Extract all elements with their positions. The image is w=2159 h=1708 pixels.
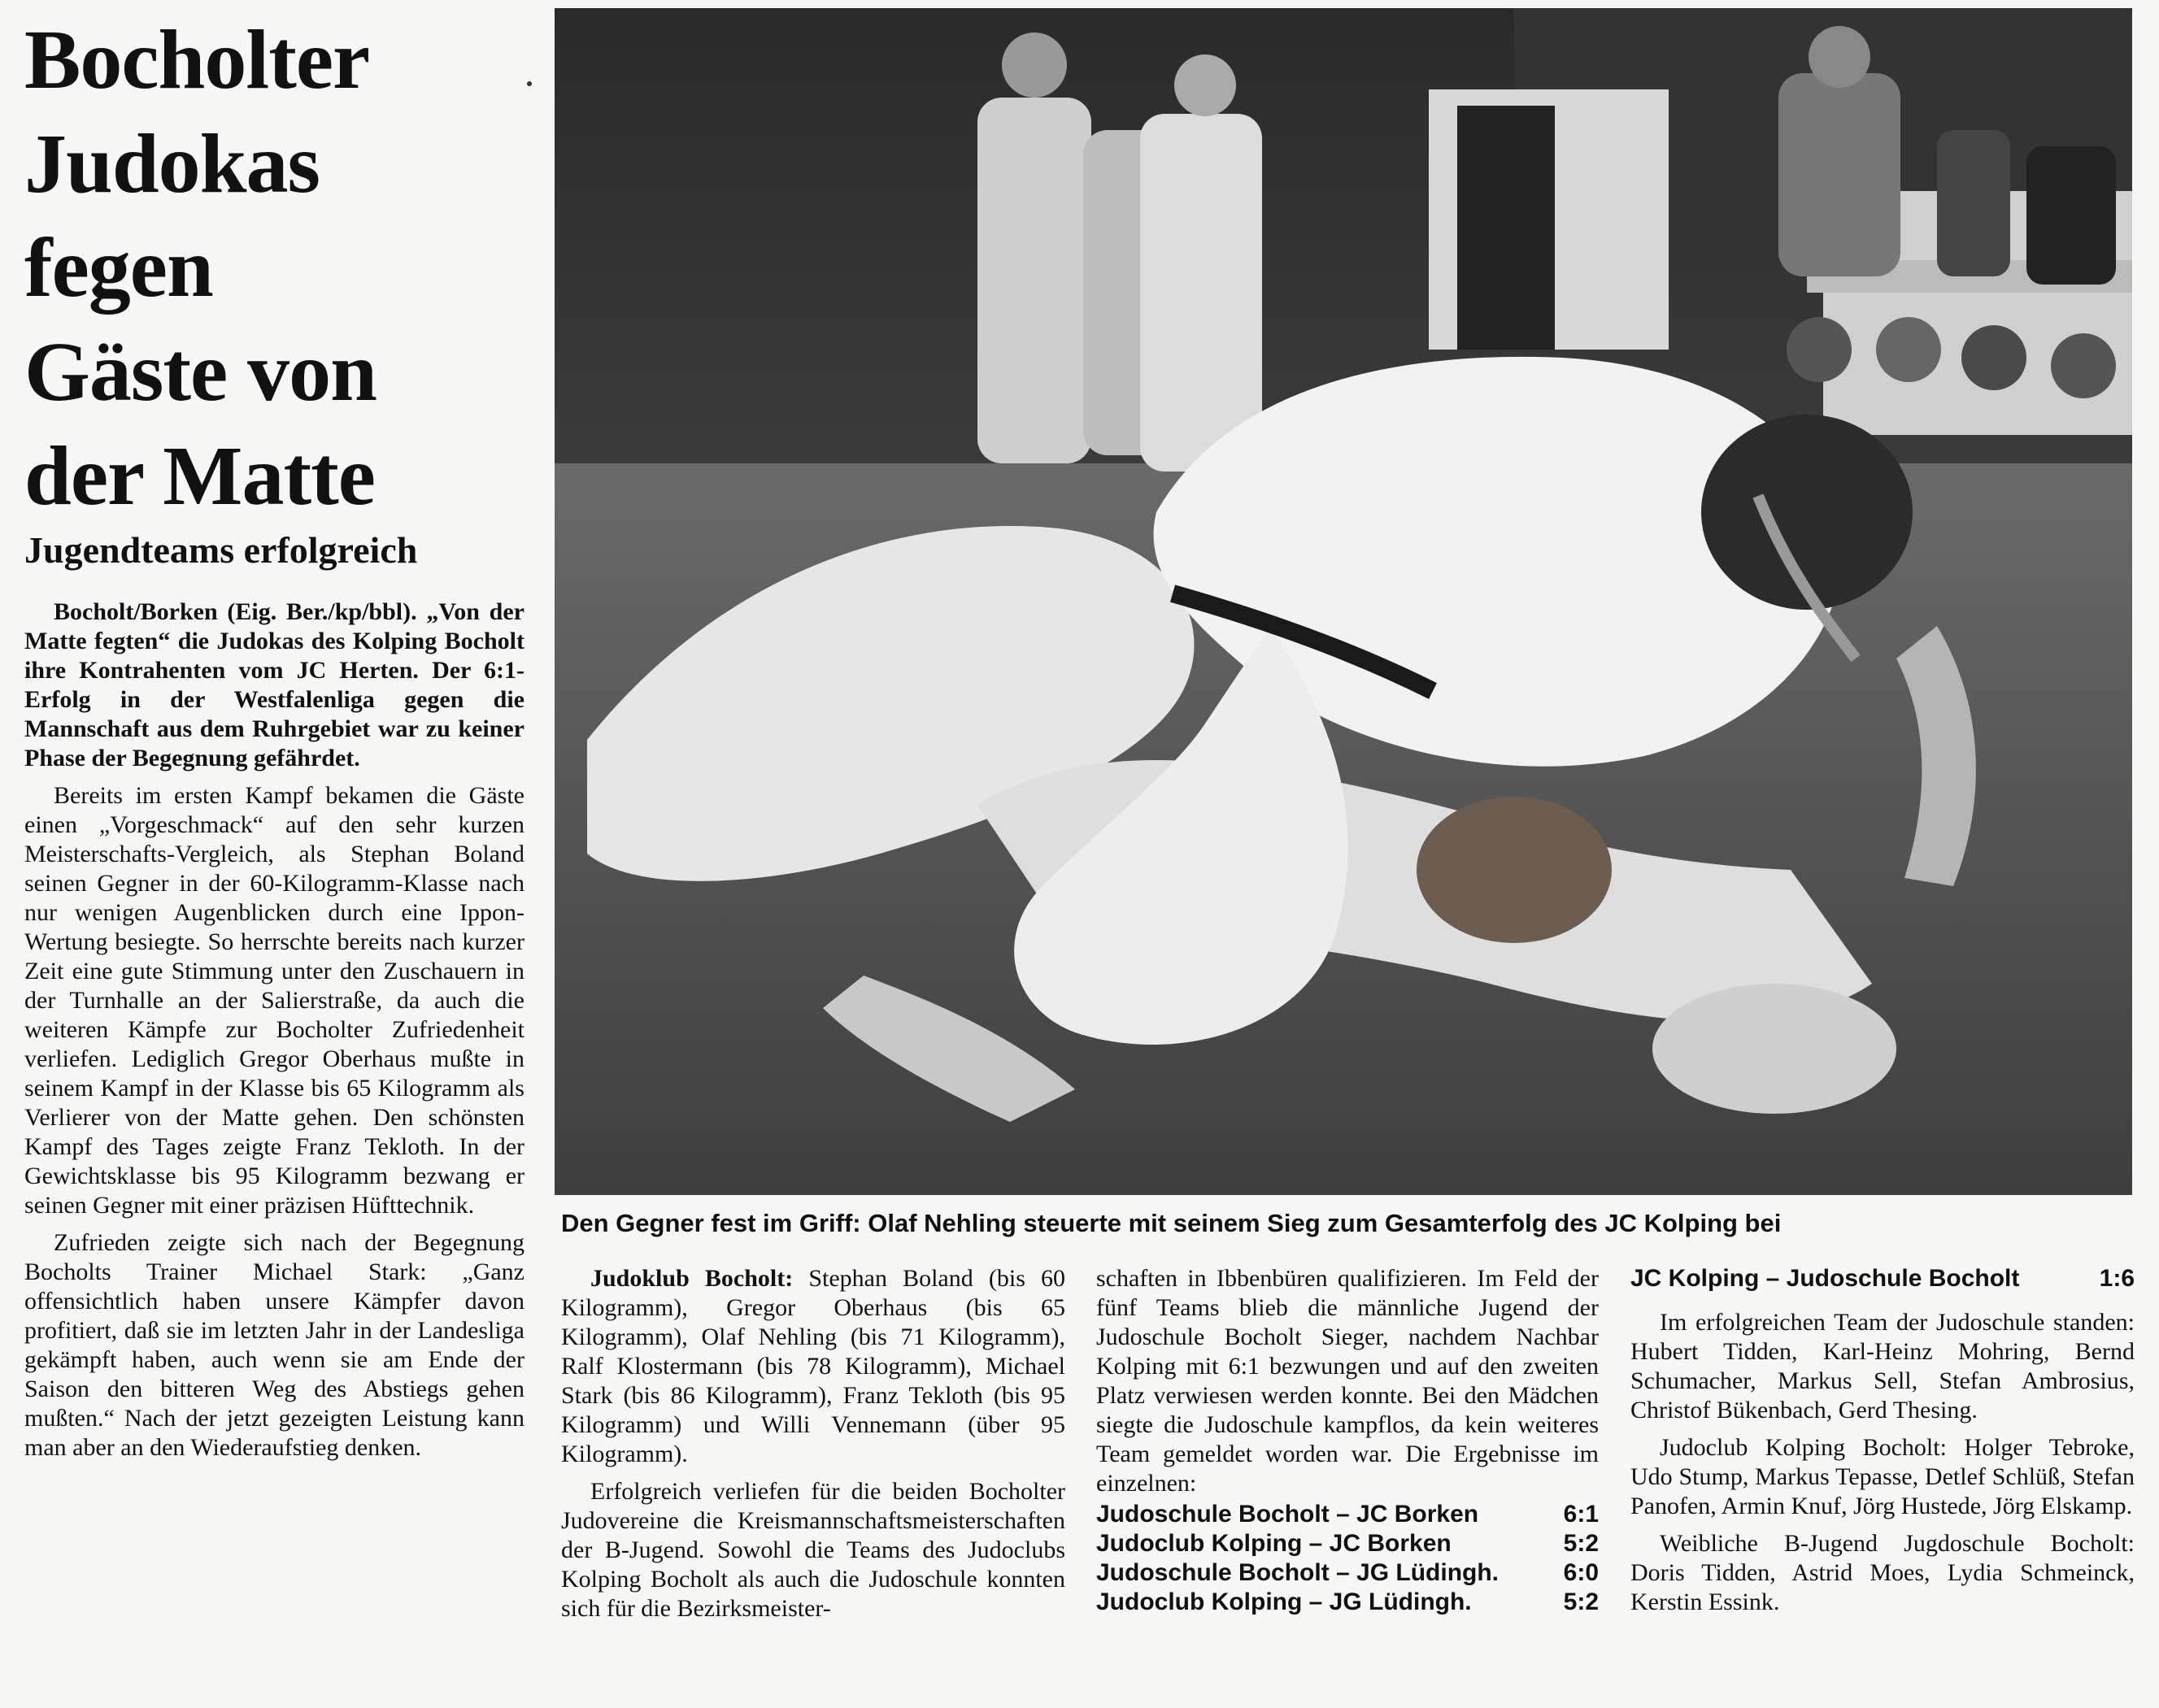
print-speck (527, 81, 532, 86)
headline-line: fegen (24, 221, 213, 315)
body-paragraph: Im erfolgreichen Team der Judoschule standen: Hubert Tidden, Karl-Heinz Mohring, Bernd Schumacher, Markus Sell, Stefan Ambrosius, Christof Bükenbach, Gerd Thesing. (1630, 1309, 2135, 1423)
body-paragraph: Bereits im ersten Kampf bekamen die Gäste einen „Vorgeschmack“ auf den sehr kurzen Meisterschafts-Vergleich, als Stephan Boland seinen Gegner in der 60-Kilogramm-Klasse nach nur wenigen Augenblicken durch eine Ippon-Wertung besiegte. So herrschte bereits nach kurzer Zeit eine gute Stimmung unter den Zuschauern in der Turnhalle an der Salierstraße, da auch die weiteren Kämpfe zur Bocholter Zufriedenheit verliefen. Lediglich Gregor Oberhaus mußte in seinem Kampf in der Klasse bis 65 Kilogramm als Verlierer von der Matte gehen. Den schönsten Kampf des Tages zeigte Franz Tekloth. In der Gewichtsklasse bis 95 Kilogramm bezwang er seinen Gegner mit einer präzisen Hüfttechnik. (24, 782, 525, 1219)
lead-paragraph: Bocholt/Borken (Eig. Ber./kp/bbl). „Von der Matte fegten“ die Judokas des Kolping Bocholt ihre Kontrahenten vom JC Herten. Der 6:1-Erfolg in der Westfalenliga gegen die Mannschaft aus dem Ruhrgebiet war zu keiner Phase der Begegnung gefährdet. (24, 598, 525, 771)
headline-line: Bocholter (24, 13, 370, 106)
headline (24, 8, 545, 528)
result-row (1096, 1588, 1599, 1617)
judo-photo-illustration (555, 8, 2132, 1195)
subheadline: Jugendteams erfolgreich (24, 529, 418, 571)
body-paragraph: schaften in Ibbenbüren qualifizieren. Im Feld der fünf Teams blieb die männliche Jugend der Judoschule Bocholt Sieger, nachdem Nachbar Kolping mit 6:1 bezwungen und auf den zweiten Platz verwiesen werden konnte. Bei den Mädchen siegte die Judoschule kampflos, da kein weiteres Team gemeldet worden war. Die Ergebnisse im einzelnen: (1096, 1265, 1599, 1497)
body-paragraph: Zufrieden zeigte sich nach der Begegnung Bocholts Trainer Michael Stark: „Ganz offensichtlich haben unsere Kämpfer davon profitiert, daß sie im letzten Jahr in der Landesliga gekämpft haben, auch wenn sie am Ende der Saison den bitteren Weg des Abstiegs gehen mußten.“ Nach der jetzt gezeigten Leistung kann man aber an den Wiederaufstieg denken. (24, 1229, 525, 1461)
result-row (1096, 1529, 1599, 1558)
team-label: Judoklub Bocholt: (590, 1265, 794, 1292)
article-column-4 (1630, 1264, 2135, 1617)
headline-line: der Matte (24, 429, 375, 523)
result-score: 6:1 (1563, 1501, 1599, 1528)
result-match: Judoclub Kolping – JG Lüdingh. (1096, 1588, 1472, 1615)
body-paragraph: Erfolgreich verliefen für die beiden Bocholter Judovereine die Kreismannschaftsmeisterschaften der B-Jugend. Sowohl die Teams des Judoclubs Kolping Bocholt als auch die Judoschule konnten sich für die Bezirksmeister- (561, 1478, 1065, 1622)
body-paragraph: Weibliche B-Jugend Jugdoschule Bocholt: Doris Tidden, Astrid Moes, Lydia Schmeinck, Kerstin Essink. (1630, 1530, 2135, 1615)
headline-line: Judokas (24, 117, 320, 211)
team-lineup-paragraph (561, 1264, 1065, 1469)
result-match: Judoschule Bocholt – JG Lüdingh. (1096, 1559, 1500, 1586)
results-table (1096, 1500, 1599, 1617)
photo-caption: Den Gegner fest im Griff: Olaf Nehling steuerte mit seinem Sieg zum Gesamterfolg des JC Kolping bei (561, 1209, 1782, 1237)
article-column-2 (561, 1264, 1065, 1623)
result-row (1096, 1558, 1599, 1588)
judo-photo (555, 8, 2132, 1195)
result-match: Judoschule Bocholt – JC Borken (1096, 1501, 1479, 1528)
result-match: Judoclub Kolping – JC Borken (1096, 1530, 1452, 1557)
result-score: 1:6 (2099, 1265, 2135, 1292)
result-score: 5:2 (1563, 1530, 1599, 1557)
article-column-3 (1096, 1264, 1599, 1617)
team-lineup-text: Stephan Boland (bis 60 Kilogramm), Gregor Oberhaus (bis 65 Kilogramm), Olaf Nehling (bis 71 Kilogramm), Ralf Klostermann (bis 78 Kilogramm), Michael Stark (bis 86 Kilogramm), Franz Tekloth (bis 95 Kilogramm) und Willi Vennemann (über 95 Kilogramm). (561, 1265, 1065, 1467)
result-score: 6:0 (1563, 1559, 1599, 1586)
article-column-1 (24, 598, 525, 1462)
result-match: JC Kolping – Judoschule Bocholt (1630, 1265, 2020, 1292)
result-row (1630, 1264, 2135, 1293)
result-row (1096, 1500, 1599, 1529)
headline-line: Gäste von (24, 325, 377, 419)
body-paragraph: Judoclub Kolping Bocholt: Holger Tebroke, Udo Stump, Markus Tepasse, Detlef Schlüß, Stefan Panofen, Armin Knuf, Jörg Hustede, Jörg Elskamp. (1630, 1434, 2135, 1519)
result-score: 5:2 (1563, 1588, 1599, 1615)
